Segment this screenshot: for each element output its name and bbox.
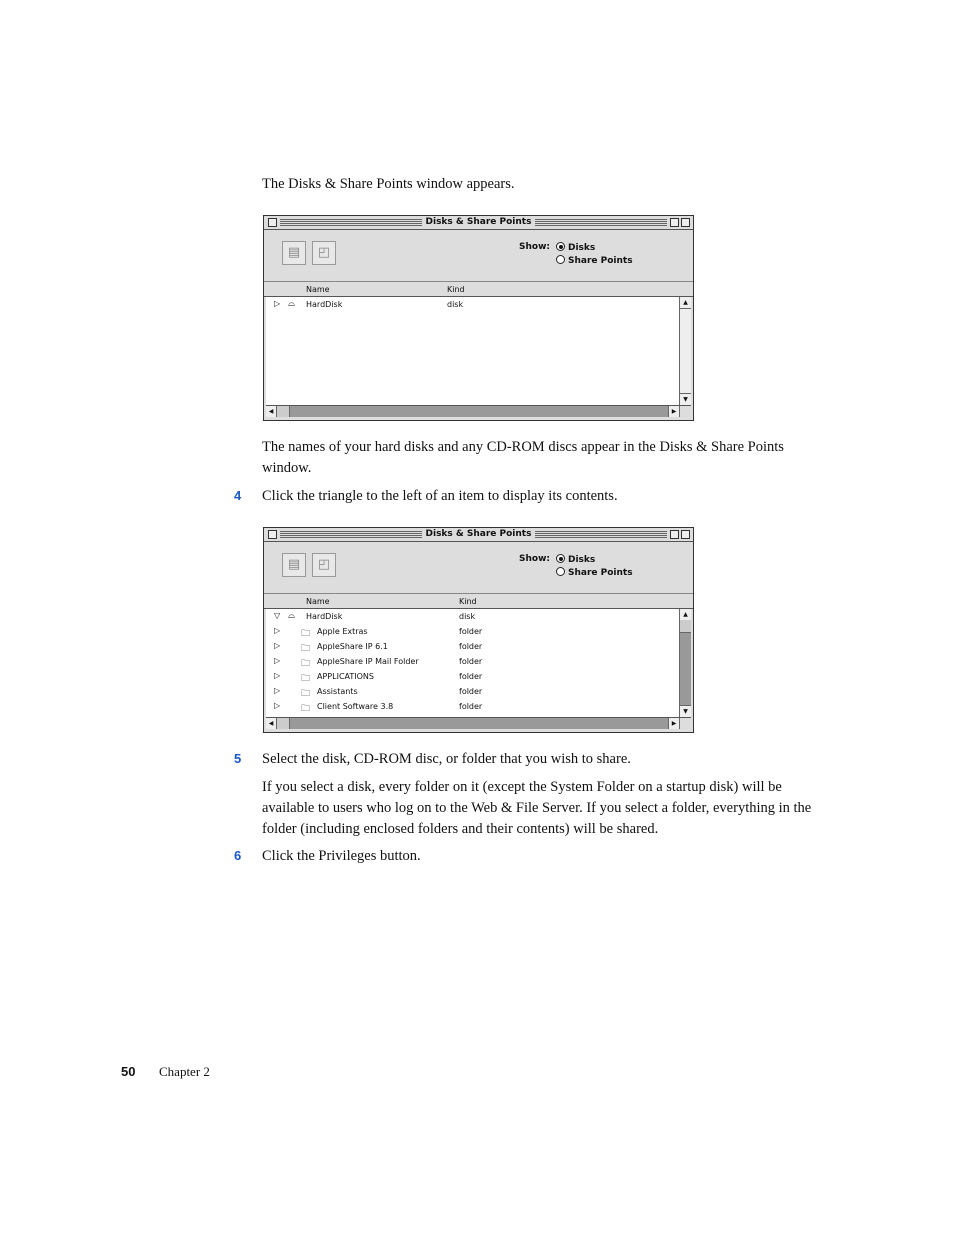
- scroll-down-arrow-icon[interactable]: ▼: [680, 393, 691, 405]
- disclosure-triangle-icon[interactable]: ▷: [274, 701, 281, 710]
- collapse-box[interactable]: [681, 530, 690, 539]
- share-explanation-paragraph: If you select a disk, every folder on it (except the System Folder on a startup disk) will be available to users who log on to the Web & File Server. If you select a folder, everything in the folder (including enclosed folders and their contents) will be shared.: [262, 779, 812, 837]
- radio-selected-icon: [556, 554, 565, 563]
- step-5-text: Select the disk, CD-ROM disc, or folder that you wish to share.: [262, 751, 631, 767]
- horizontal-scrollbar[interactable]: [266, 405, 691, 417]
- column-kind-header[interactable]: Kind: [447, 285, 465, 294]
- list-item[interactable]: [266, 699, 679, 714]
- disks-share-points-window-2: [263, 527, 694, 733]
- item-name: Assistants: [317, 687, 358, 696]
- disclosure-triangle-icon[interactable]: ▷: [274, 656, 281, 665]
- folder-icon: 🗀: [301, 659, 311, 669]
- step-6-text: Click the Privileges button.: [262, 848, 421, 864]
- window-title-bar[interactable]: [264, 528, 693, 542]
- unshare-button[interactable]: ◰: [312, 553, 336, 577]
- item-kind: folder: [459, 642, 483, 651]
- resize-grip-icon[interactable]: [679, 406, 691, 417]
- page-number: 50: [121, 1064, 136, 1079]
- disclosure-triangle-icon[interactable]: ▷: [274, 671, 281, 680]
- folder-icon: 🗀: [301, 689, 311, 699]
- zoom-box[interactable]: [670, 218, 679, 227]
- disk-icon: ⌓: [288, 611, 296, 621]
- scroll-up-arrow-icon[interactable]: ▲: [680, 297, 691, 309]
- item-kind: folder: [459, 687, 483, 696]
- list-item[interactable]: [266, 684, 679, 699]
- item-kind: disk: [459, 612, 476, 621]
- scroll-down-arrow-icon[interactable]: ▼: [680, 705, 691, 717]
- column-name-header[interactable]: Name: [306, 597, 330, 606]
- column-name-header[interactable]: Name: [306, 285, 330, 294]
- show-label: Show:: [519, 242, 550, 252]
- column-headers: [264, 594, 693, 609]
- list-item[interactable]: [266, 654, 679, 669]
- folder-icon: 🗀: [301, 674, 311, 684]
- radio-share-points[interactable]: Share Points: [556, 255, 633, 266]
- close-box[interactable]: [268, 530, 277, 539]
- radio-selected-icon: [556, 242, 565, 251]
- scroll-right-arrow-icon[interactable]: ▶: [668, 406, 679, 417]
- disks-share-points-window-1: [263, 215, 694, 421]
- disclosure-triangle-open-icon[interactable]: ▽: [274, 611, 281, 620]
- step-4-text: Click the triangle to the left of an item to display its contents.: [262, 488, 618, 504]
- horizontal-scrollbar[interactable]: [266, 717, 691, 729]
- step-5-number: 5: [234, 751, 242, 766]
- vertical-scrollbar[interactable]: [679, 297, 691, 405]
- close-box[interactable]: [268, 218, 277, 227]
- window-title: Disks & Share Points: [422, 216, 536, 229]
- toolbar: [264, 230, 693, 282]
- radio-disks[interactable]: Disks: [556, 242, 595, 253]
- scroll-right-arrow-icon[interactable]: ▶: [668, 718, 679, 729]
- item-name: APPLICATIONS: [317, 672, 374, 681]
- column-kind-header[interactable]: Kind: [459, 597, 477, 606]
- radio-share-points[interactable]: Share Points: [556, 567, 633, 578]
- folder-icon: 🗀: [301, 644, 311, 654]
- radio-disks[interactable]: Disks: [556, 554, 595, 565]
- horizontal-scroll-thumb[interactable]: [277, 718, 290, 729]
- window-title-bar[interactable]: [264, 216, 693, 230]
- step-6-number: 6: [234, 848, 242, 863]
- item-kind: disk: [447, 300, 464, 309]
- privileges-button[interactable]: ▤: [282, 553, 306, 577]
- vertical-scrollbar[interactable]: [679, 609, 691, 717]
- item-kind: folder: [459, 672, 483, 681]
- folder-icon: 🗀: [301, 629, 311, 639]
- item-name: AppleShare IP 6.1: [317, 642, 388, 651]
- item-name: AppleShare IP Mail Folder: [317, 657, 419, 666]
- horizontal-scroll-thumb[interactable]: [277, 406, 290, 417]
- privileges-button[interactable]: ▤: [282, 241, 306, 265]
- disk-icon: ⌓: [288, 299, 296, 309]
- radio-unselected-icon: [556, 567, 565, 576]
- description-paragraph: The names of your hard disks and any CD-ROM discs appear in the Disks & Share Points window.: [262, 439, 784, 476]
- disclosure-triangle-icon[interactable]: ▷: [274, 686, 281, 695]
- item-name: Apple Extras: [317, 627, 368, 636]
- list-item[interactable]: [266, 669, 679, 684]
- chapter-label: Chapter 2: [159, 1064, 210, 1079]
- file-list: [266, 297, 691, 405]
- disclosure-triangle-icon[interactable]: ▷: [274, 641, 281, 650]
- step-4-number: 4: [234, 488, 242, 503]
- item-name: HardDisk: [306, 612, 343, 621]
- item-name: HardDisk: [306, 300, 343, 309]
- list-item[interactable]: [266, 297, 679, 312]
- zoom-box[interactable]: [670, 530, 679, 539]
- window-title: Disks & Share Points: [422, 528, 536, 541]
- folder-icon: 🗀: [301, 704, 311, 714]
- resize-grip-icon[interactable]: [679, 718, 691, 729]
- scroll-up-arrow-icon[interactable]: ▲: [680, 609, 691, 621]
- item-name: Client Software 3.8: [317, 702, 394, 711]
- list-item[interactable]: [266, 624, 679, 639]
- disclosure-triangle-icon[interactable]: ▷: [274, 299, 281, 308]
- column-headers: [264, 282, 693, 297]
- item-kind: folder: [459, 657, 483, 666]
- unshare-button[interactable]: ◰: [312, 241, 336, 265]
- intro-paragraph: The Disks & Share Points window appears.: [262, 176, 515, 192]
- show-label: Show:: [519, 554, 550, 564]
- vertical-scroll-thumb[interactable]: [680, 620, 691, 633]
- disclosure-triangle-icon[interactable]: ▷: [274, 626, 281, 635]
- file-list: [266, 609, 691, 717]
- item-kind: folder: [459, 627, 483, 636]
- list-item[interactable]: [266, 609, 679, 624]
- collapse-box[interactable]: [681, 218, 690, 227]
- toolbar: [264, 542, 693, 594]
- radio-unselected-icon: [556, 255, 565, 264]
- scroll-left-arrow-icon[interactable]: ◀: [266, 406, 277, 417]
- item-kind: folder: [459, 702, 483, 711]
- list-item[interactable]: [266, 639, 679, 654]
- scroll-left-arrow-icon[interactable]: ◀: [266, 718, 277, 729]
